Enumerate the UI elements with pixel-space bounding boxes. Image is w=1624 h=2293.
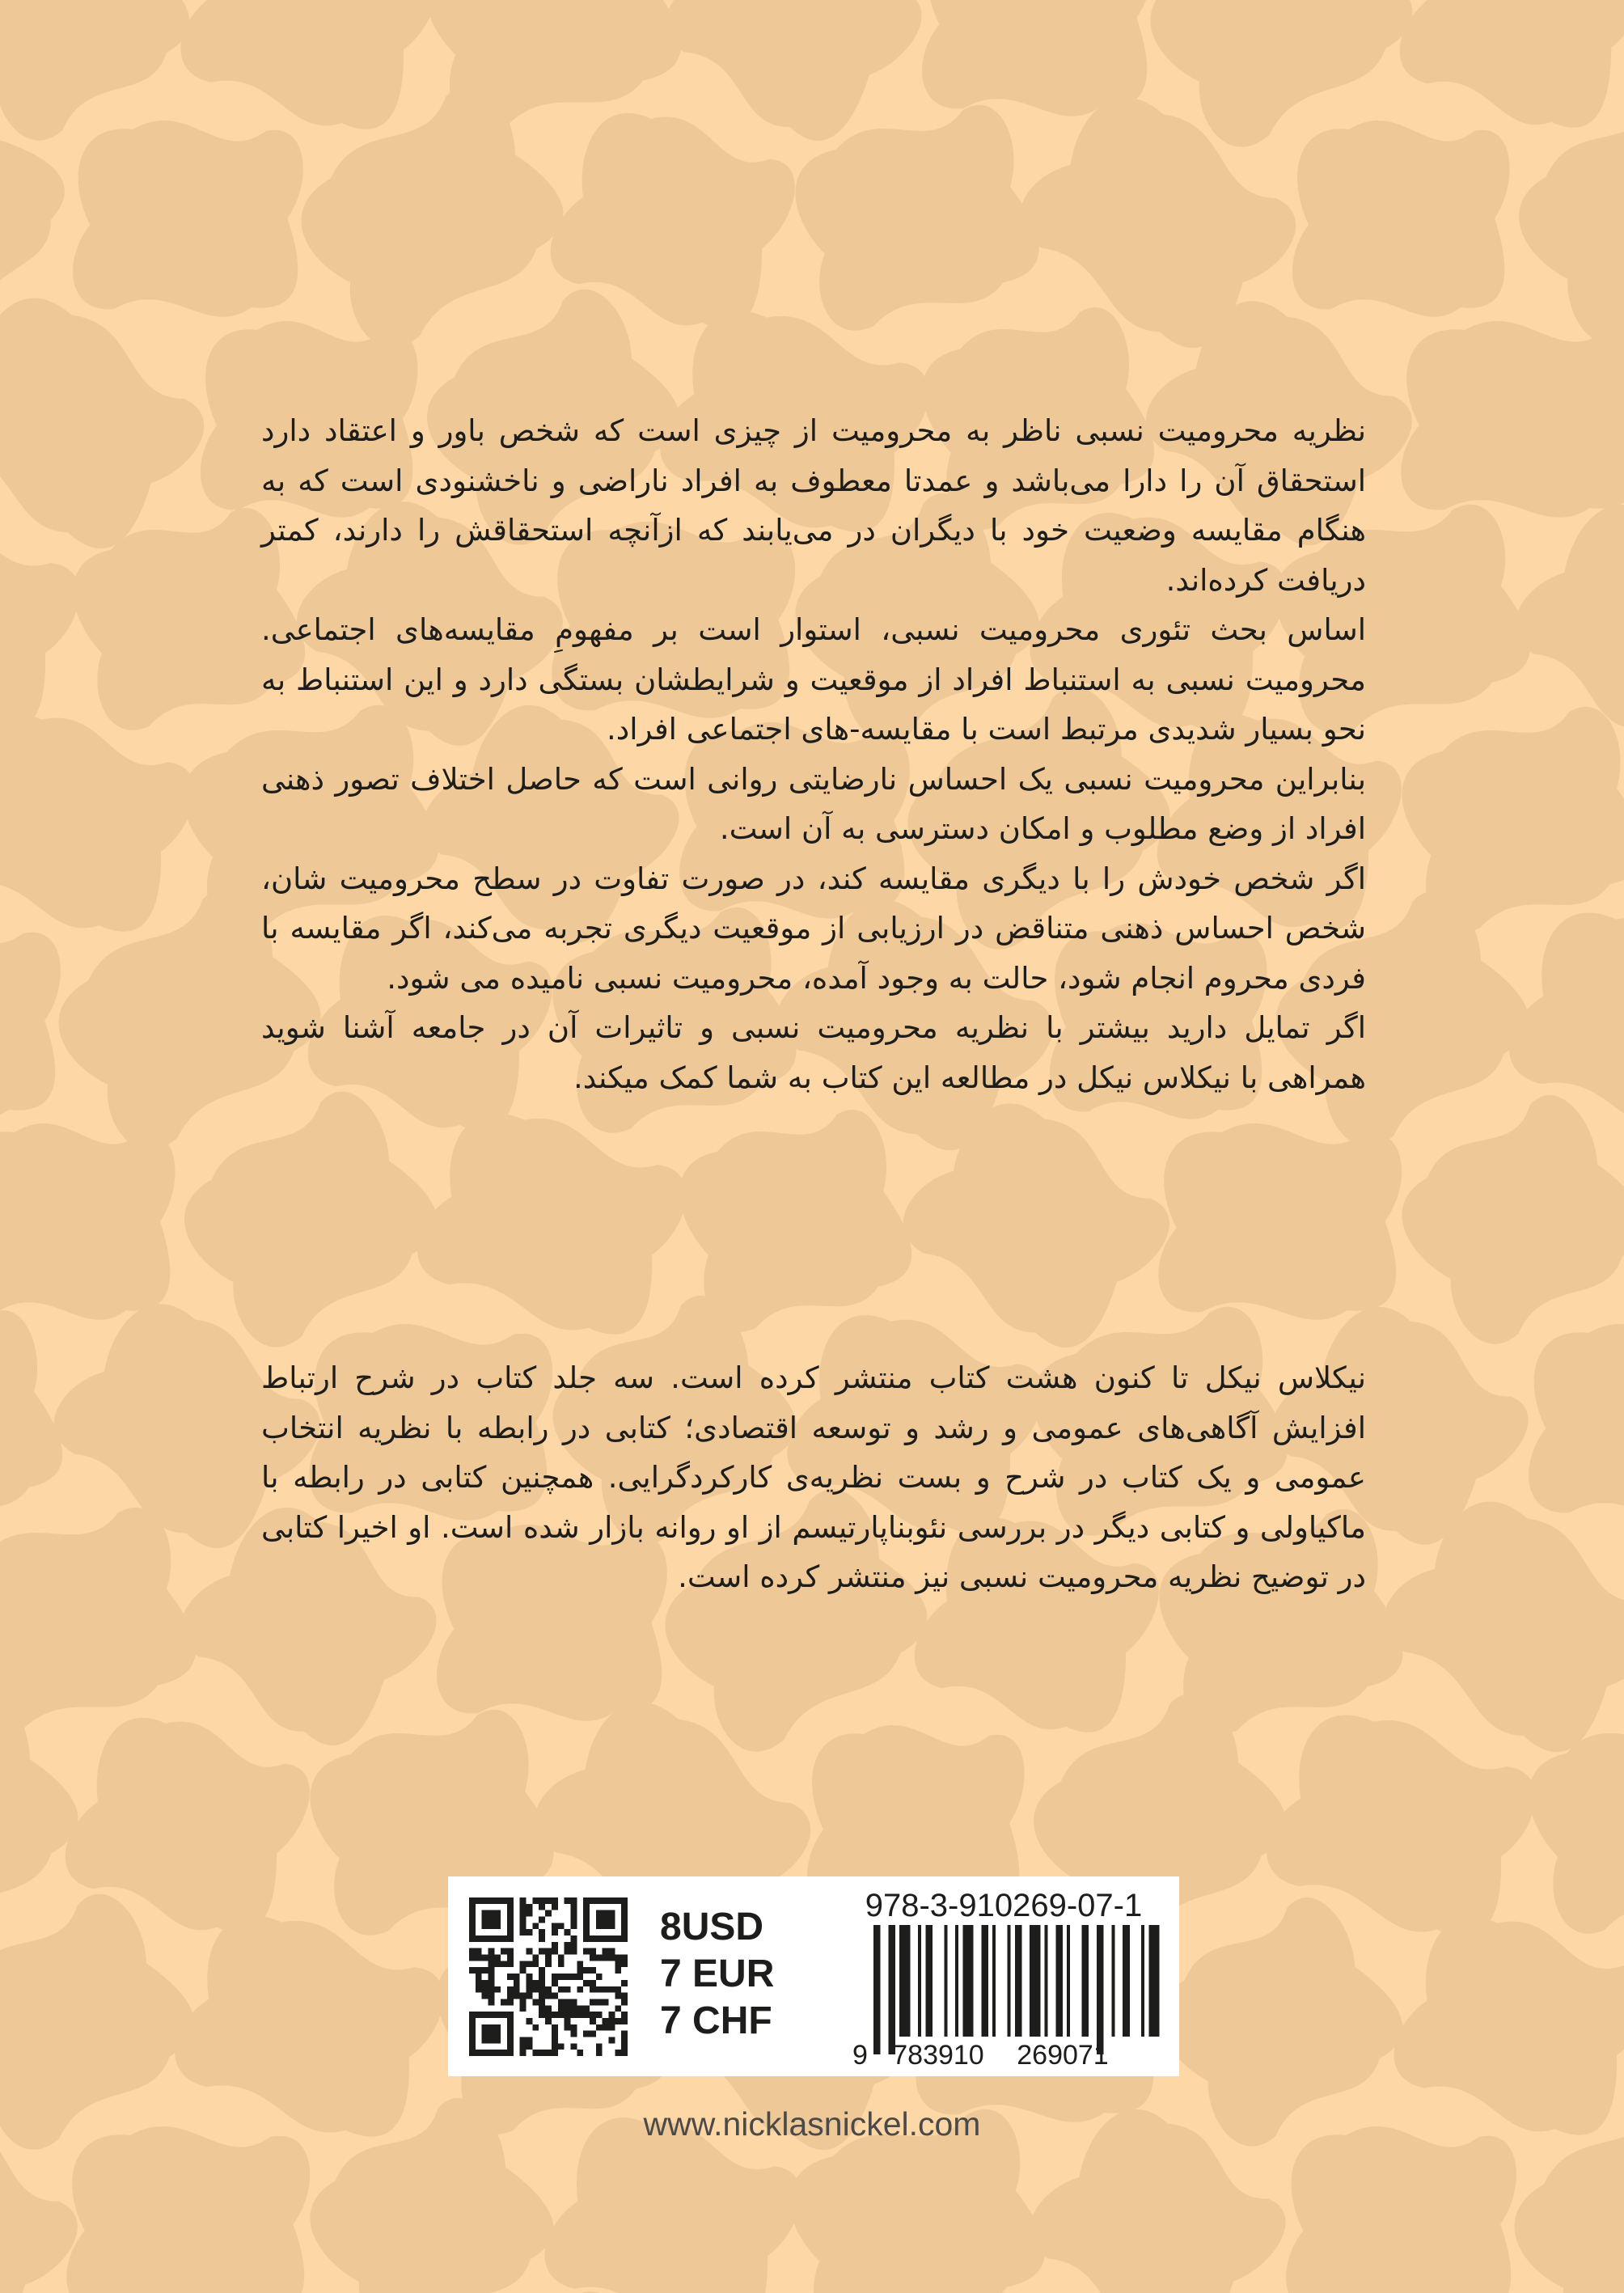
pattern-blob (1292, 121, 1510, 317)
intro-paragraph: اساس بحث تئوری محرومیت نسبی، استوار است بر مفهومِ مقایسه‌های اجتماعی. محرومیت نسبی به استنباط افراد از موقعیت و شرایطشان بستگی دارد و این استنباط به نحو بسیار شدیدی مرتبط است با مقایسه-های اجتماعی افراد. (261, 612, 1366, 747)
intro-paragraph: نظریه محرومیت نسبی ناظر به محرومیت از چیزی است که شخص باور و اعتقاد دارد استحقاق آن را دارا می‌باشد و عمدتا معطوف به افراد ناراضی و ناخشنودی است که به هنگام مقایسه وضعیت خود با دیگران در می‌یابند که ازآنچه استحقاقش را دارند، کمتر دریافت کرده‌اند. (261, 413, 1366, 598)
pattern-blob (0, 923, 61, 1119)
pattern-blob (73, 121, 303, 317)
author-paragraph: نیکلاس نیکل تا کنون هشت کتاب منتشر کرده است. سه جلد کتاب در شرح ارتباط افزایش آگاهی‌های عمومی و رشد و توسعه اقتصادی؛ کتابی در رابطه با نظریه انتخاب عمومی و یک کتاب در شرح و بست نظریه‌ی کارکردگرایی. همچنین کتابی در رابطه با ماکیاولی و کتابی دیگر در بررسی نئوبناپارتیسم از او روانه بازار شده است. او اخیرا کتابی در توضیح نظریه محرومیت نسبی نیز منتشر کرده است. (261, 1360, 1366, 1594)
pattern-blob (1401, 321, 1624, 518)
intro-paragraph: اگر شخص خودش را با دیگری مقایسه کند، در صورت تفاوت در سطح محرومیت شان، شخص احساس ذهنی متناقض در ارزیابی از موقعیت دیگری تجربه می‌کند، اگر مقایسه با فردی محروم انجام شود، حالت به وجود آمده، محرومیت نسبی نامیده می شود. (261, 861, 1366, 996)
price-eur: 7 EUR (660, 1952, 775, 1995)
pattern-blob (1389, 0, 1624, 146)
pattern-blob (1529, 1324, 1624, 1521)
pattern-blob (1382, 1896, 1624, 2154)
author-text-block (261, 1353, 1366, 1602)
barcode-digits-right: 269071 (1017, 2040, 1109, 2069)
pattern-blob (0, 270, 222, 572)
barcode-digits-left: 783910 (892, 2040, 984, 2069)
pattern-blob (406, 1092, 698, 1354)
barcode-digit-first: 9 (852, 2040, 868, 2069)
pattern-blob (1158, 1123, 1402, 1320)
intro-paragraph: اگر تمایل دارید بیشتر با نظریه محرومیت نسبی و تاثیرات آن در جامعه آشنا شوید همراهی با نیکلاس نیکل در مطالعه این کتاب به شما کمک میکند. (261, 1010, 1366, 1095)
intro-text-block (261, 406, 1366, 1102)
pattern-blob (0, 692, 206, 950)
pattern-blob (0, 1123, 176, 1320)
intro-paragraph: بنابراین محرومیت نسبی یک احساس نارضایتی روانی است که حاصل اختلاف تصور ذهنی افراد از وضع مطلوب و امکان دسترسی به آن است. (261, 761, 1366, 846)
pattern-blob (1286, 2126, 1516, 2293)
pattern-blob (163, 1894, 455, 2156)
website-url: www.nicklasnickel.com (643, 2105, 981, 2143)
price-list (660, 1904, 814, 2045)
barcode-panel (448, 1876, 1179, 2076)
pattern-blob (66, 2126, 310, 2293)
barcode-icon (846, 1925, 1161, 2069)
price-usd: 8USD (660, 1906, 764, 1948)
isbn-number: 978-3-910269-07-1 (865, 1888, 1143, 1923)
qr-code-icon (469, 1897, 628, 2056)
pattern-blob (1377, 1077, 1624, 1363)
price-chf: 7 CHF (660, 1999, 772, 2042)
pattern-blob (169, 0, 449, 148)
